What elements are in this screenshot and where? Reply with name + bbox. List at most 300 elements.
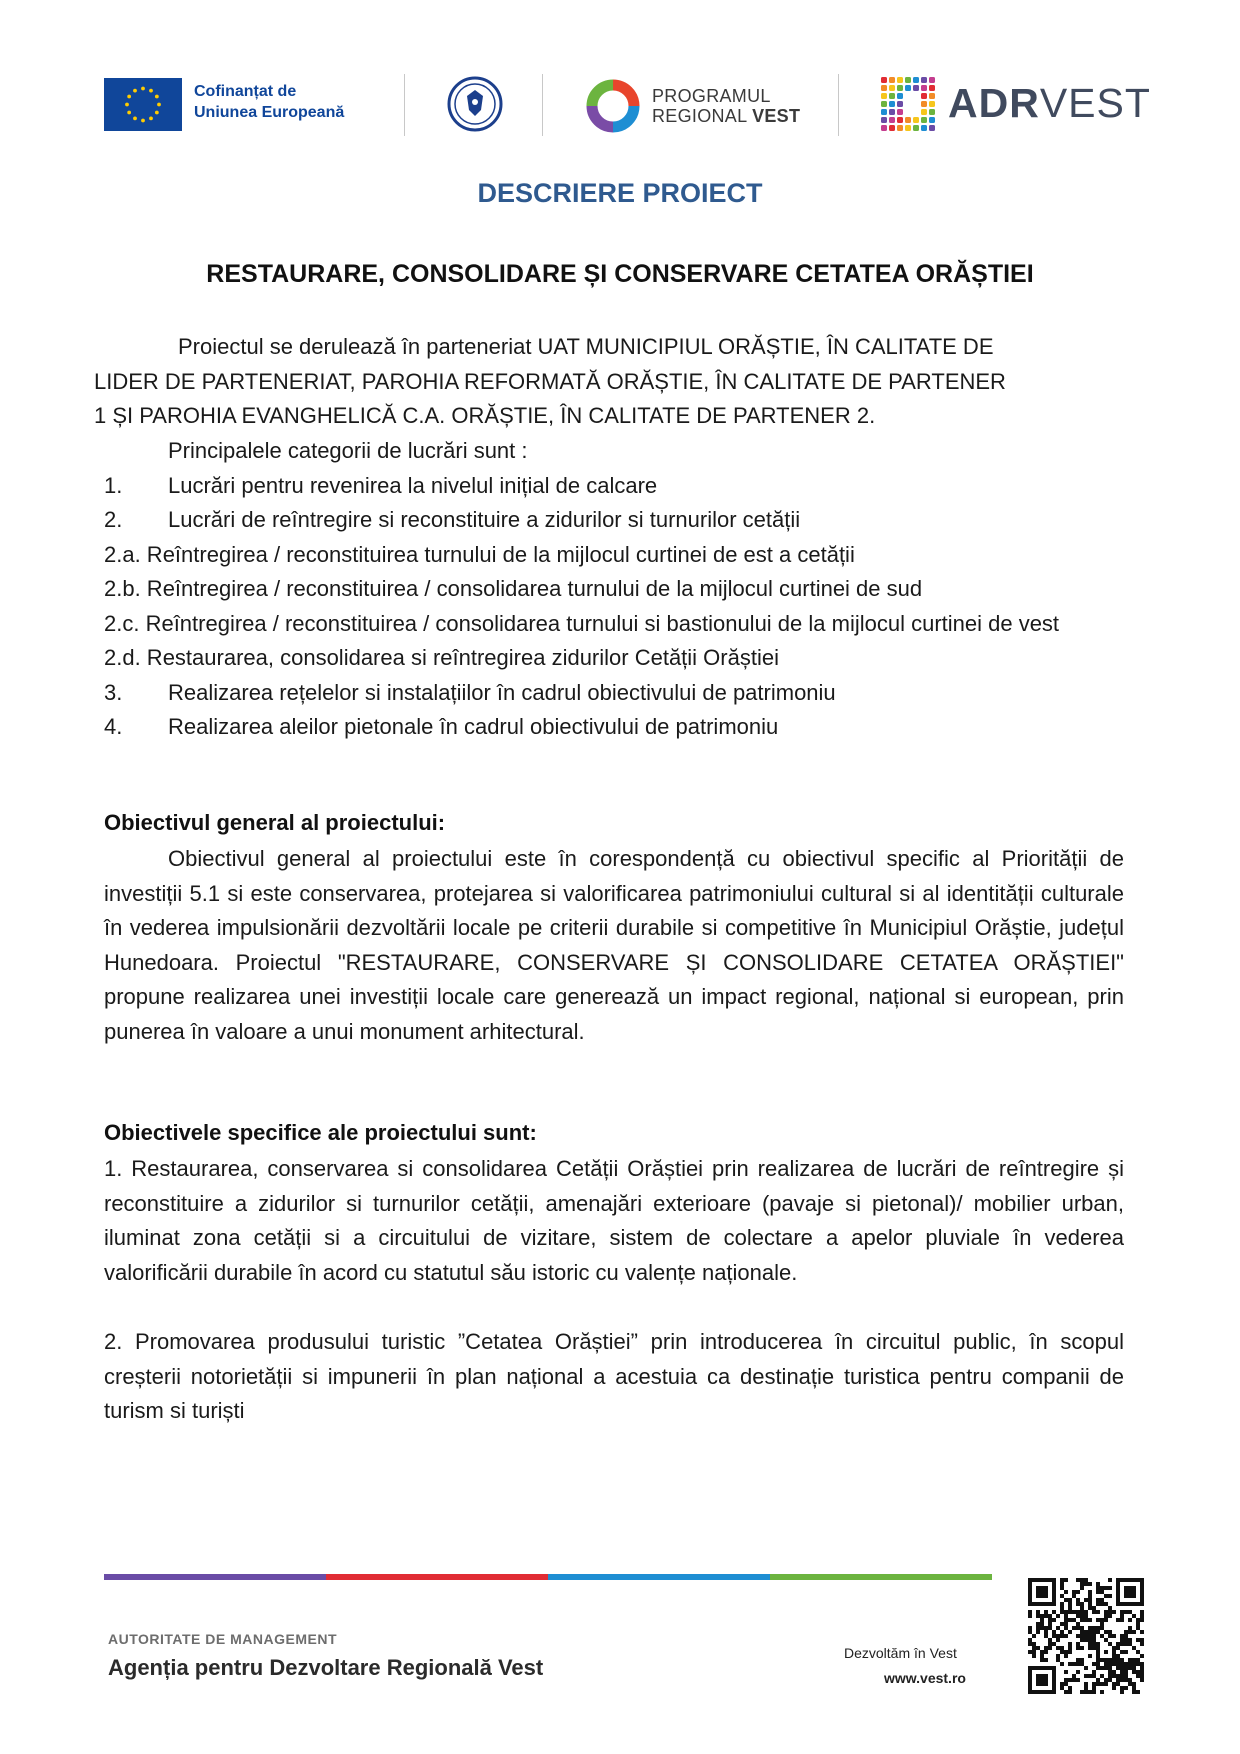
qr-module bbox=[1104, 1666, 1108, 1670]
adr-dot bbox=[881, 117, 887, 123]
programul-regional-vest-label bbox=[652, 86, 800, 126]
adr-dot bbox=[889, 77, 895, 83]
qr-module bbox=[1108, 1634, 1112, 1638]
qr-module bbox=[1108, 1666, 1112, 1670]
intro-line-2: LIDER DE PARTENERIAT, PAROHIA REFORMATĂ ORĂȘTIE, ÎN CALITATE DE PARTENER bbox=[94, 368, 1006, 394]
qr-module bbox=[1056, 1646, 1060, 1650]
website-link[interactable]: www.vest.ro bbox=[884, 1670, 966, 1686]
qr-module bbox=[1080, 1634, 1084, 1638]
qr-module bbox=[1088, 1674, 1092, 1678]
qr-module bbox=[1112, 1662, 1116, 1666]
qr-module bbox=[1076, 1598, 1080, 1602]
eu-star bbox=[155, 111, 159, 115]
qr-module bbox=[1096, 1642, 1100, 1646]
qr-module bbox=[1124, 1586, 1136, 1598]
qr-module bbox=[1064, 1682, 1068, 1686]
qr-module bbox=[1112, 1674, 1116, 1678]
qr-module bbox=[1100, 1658, 1104, 1662]
eu-cofinance-label bbox=[194, 81, 344, 123]
qr-module bbox=[1088, 1598, 1092, 1602]
qr-module bbox=[1056, 1654, 1060, 1658]
qr-module bbox=[1084, 1582, 1088, 1586]
qr-module bbox=[1100, 1618, 1104, 1622]
qr-module bbox=[1068, 1642, 1072, 1646]
qr-module bbox=[1076, 1590, 1080, 1594]
qr-module bbox=[1120, 1614, 1124, 1618]
qr-module bbox=[1140, 1630, 1144, 1634]
general-objective-heading: Obiectivul general al proiectului: bbox=[104, 810, 446, 835]
qr-module bbox=[1128, 1662, 1132, 1666]
qr-module bbox=[1116, 1682, 1120, 1686]
qr-module bbox=[1092, 1670, 1096, 1674]
qr-module bbox=[1064, 1678, 1068, 1682]
adr-dot bbox=[929, 85, 935, 91]
qr-module bbox=[1080, 1614, 1084, 1618]
qr-module bbox=[1104, 1610, 1108, 1614]
qr-module bbox=[1036, 1674, 1048, 1686]
qr-module bbox=[1104, 1602, 1108, 1606]
qr-module bbox=[1052, 1666, 1056, 1694]
qr-module bbox=[1080, 1690, 1084, 1694]
adr-dot bbox=[897, 93, 903, 99]
qr-module bbox=[1068, 1598, 1072, 1602]
qr-module bbox=[1068, 1630, 1072, 1634]
qr-module bbox=[1068, 1602, 1072, 1606]
qr-module bbox=[1056, 1638, 1060, 1642]
qr-module bbox=[1100, 1674, 1104, 1678]
eu-star bbox=[133, 89, 137, 93]
qr-module bbox=[1084, 1682, 1088, 1686]
qr-module bbox=[1140, 1614, 1144, 1618]
qr-module bbox=[1104, 1658, 1108, 1662]
qr-module bbox=[1124, 1674, 1128, 1678]
qr-module bbox=[1060, 1646, 1064, 1650]
adr-dot bbox=[881, 125, 887, 131]
qr-module bbox=[1092, 1674, 1096, 1678]
qr-module bbox=[1112, 1682, 1116, 1686]
qr-module bbox=[1080, 1618, 1084, 1622]
qr-module bbox=[1028, 1610, 1032, 1614]
adr-dot bbox=[897, 125, 903, 131]
qr-module bbox=[1100, 1622, 1104, 1626]
qr-module bbox=[1096, 1582, 1100, 1586]
qr-module bbox=[1040, 1618, 1044, 1622]
qr-module bbox=[1120, 1618, 1124, 1622]
qr-module bbox=[1048, 1646, 1052, 1650]
divider bbox=[404, 74, 405, 136]
qr-module bbox=[1124, 1634, 1128, 1638]
qr-module bbox=[1112, 1670, 1116, 1674]
qr-module bbox=[1028, 1630, 1032, 1634]
qr-module bbox=[1116, 1674, 1120, 1678]
qr-module bbox=[1060, 1634, 1064, 1638]
qr-module bbox=[1060, 1578, 1064, 1582]
adr-dot bbox=[913, 117, 919, 123]
qr-module bbox=[1068, 1686, 1072, 1690]
qr-module bbox=[1092, 1610, 1096, 1614]
adr-dot bbox=[929, 125, 935, 131]
intro-paragraph bbox=[94, 330, 1124, 434]
qr-module bbox=[1104, 1618, 1108, 1622]
list-item: 2.a. Reîntregirea / reconstituirea turnului de la mijlocul curtinei de est a cetății bbox=[104, 541, 855, 567]
qr-module bbox=[1120, 1658, 1124, 1662]
qr-module bbox=[1132, 1666, 1136, 1670]
qr-module bbox=[1140, 1670, 1144, 1674]
qr-module bbox=[1044, 1626, 1048, 1630]
qr-module bbox=[1128, 1630, 1132, 1634]
qr-module bbox=[1108, 1606, 1112, 1610]
qr-module bbox=[1088, 1618, 1092, 1622]
qr-module bbox=[1132, 1682, 1136, 1686]
qr-module bbox=[1128, 1626, 1132, 1630]
list-item: 4. Realizarea aleilor pietonale în cadrul obiectivului de patrimoniu bbox=[104, 714, 779, 739]
qr-module bbox=[1084, 1618, 1088, 1622]
qr-module bbox=[1032, 1642, 1036, 1646]
qr-module bbox=[1088, 1590, 1092, 1594]
qr-module bbox=[1064, 1578, 1068, 1582]
qr-module bbox=[1040, 1654, 1044, 1658]
qr-module bbox=[1136, 1650, 1140, 1654]
qr-module bbox=[1132, 1686, 1136, 1690]
qr-module bbox=[1044, 1630, 1048, 1634]
qr-module bbox=[1072, 1662, 1076, 1666]
qr-module bbox=[1060, 1610, 1064, 1614]
qr-module bbox=[1032, 1654, 1036, 1658]
adr-dot bbox=[905, 85, 911, 91]
qr-module bbox=[1064, 1634, 1068, 1638]
qr-module bbox=[1080, 1602, 1084, 1606]
adr-dot bbox=[905, 77, 911, 83]
qr-module bbox=[1036, 1626, 1040, 1630]
qr-module bbox=[1080, 1638, 1084, 1642]
eu-flag-icon bbox=[104, 78, 182, 131]
qr-module bbox=[1088, 1642, 1092, 1646]
programul-regional-vest-logo-icon bbox=[584, 77, 642, 135]
qr-module bbox=[1044, 1646, 1048, 1650]
qr-module bbox=[1032, 1650, 1036, 1654]
qr-module bbox=[1044, 1658, 1048, 1662]
qr-module bbox=[1076, 1642, 1080, 1646]
adr-dot bbox=[881, 85, 887, 91]
qr-module bbox=[1028, 1578, 1032, 1606]
eu-star bbox=[127, 111, 131, 115]
qr-module bbox=[1060, 1682, 1064, 1686]
qr-module bbox=[1080, 1582, 1084, 1586]
adr-dot bbox=[889, 93, 895, 99]
works-list bbox=[104, 434, 1124, 745]
qr-module bbox=[1052, 1610, 1056, 1614]
adr-dot bbox=[889, 101, 895, 107]
qr-module bbox=[1120, 1678, 1124, 1682]
qr-module bbox=[1128, 1678, 1132, 1682]
qr-module bbox=[1060, 1630, 1064, 1634]
qr-module bbox=[1064, 1626, 1068, 1630]
qr-module bbox=[1100, 1682, 1104, 1686]
qr-module bbox=[1040, 1658, 1044, 1662]
qr-module bbox=[1100, 1626, 1104, 1630]
qr-module bbox=[1056, 1634, 1060, 1638]
qr-module bbox=[1068, 1690, 1072, 1694]
qr-module bbox=[1088, 1634, 1092, 1638]
qr-module bbox=[1112, 1610, 1116, 1614]
qr-module bbox=[1084, 1630, 1088, 1634]
qr-module bbox=[1132, 1646, 1136, 1650]
qr-module bbox=[1040, 1650, 1044, 1654]
qr-module bbox=[1088, 1626, 1092, 1630]
qr-module bbox=[1108, 1642, 1112, 1646]
qr-module bbox=[1048, 1622, 1052, 1626]
bar-segment bbox=[770, 1574, 992, 1580]
qr-module bbox=[1100, 1602, 1104, 1606]
qr-module bbox=[1064, 1690, 1068, 1694]
qr-module bbox=[1116, 1666, 1120, 1670]
qr-module bbox=[1108, 1594, 1112, 1598]
qr-module bbox=[1120, 1666, 1124, 1670]
qr-module bbox=[1140, 1666, 1144, 1670]
qr-module bbox=[1120, 1610, 1124, 1614]
qr-module bbox=[1108, 1578, 1112, 1582]
list-item: 3. Realizarea rețelelor si instalațiilor în cadrul obiectivului de patrimoniu bbox=[104, 679, 836, 705]
qr-module bbox=[1072, 1594, 1076, 1598]
qr-module bbox=[1136, 1622, 1140, 1626]
qr-module bbox=[1140, 1610, 1144, 1614]
qr-module bbox=[1116, 1602, 1144, 1606]
qr-module bbox=[1136, 1626, 1140, 1630]
qr-module bbox=[1140, 1654, 1144, 1658]
qr-module bbox=[1088, 1690, 1092, 1694]
qr-module bbox=[1116, 1662, 1120, 1666]
qr-module bbox=[1040, 1622, 1044, 1626]
qr-module bbox=[1068, 1610, 1072, 1614]
qr-module bbox=[1108, 1662, 1112, 1666]
qr-module bbox=[1112, 1654, 1116, 1658]
qr-module bbox=[1092, 1662, 1096, 1666]
qr-module bbox=[1136, 1618, 1140, 1622]
qr-module bbox=[1076, 1646, 1080, 1650]
qr-module bbox=[1100, 1590, 1104, 1594]
qr-module bbox=[1128, 1658, 1132, 1662]
adr-bold: ADR bbox=[948, 80, 1040, 126]
adr-dot bbox=[897, 117, 903, 123]
qr-module bbox=[1068, 1650, 1072, 1654]
adr-dot bbox=[921, 93, 927, 99]
qr-module bbox=[1092, 1690, 1096, 1694]
eu-star bbox=[157, 103, 161, 107]
qr-module bbox=[1120, 1634, 1124, 1638]
qr-module bbox=[1128, 1618, 1132, 1622]
qr-module bbox=[1092, 1638, 1096, 1642]
qr-module bbox=[1068, 1606, 1072, 1610]
qr-module bbox=[1140, 1618, 1144, 1622]
qr-module bbox=[1060, 1662, 1064, 1666]
qr-module bbox=[1096, 1610, 1100, 1614]
qr-module bbox=[1080, 1610, 1084, 1614]
qr-module bbox=[1028, 1578, 1056, 1582]
qr-module bbox=[1028, 1602, 1056, 1606]
slogan: Dezvoltăm în Vest bbox=[844, 1645, 957, 1661]
qr-module bbox=[1128, 1610, 1132, 1614]
qr-module bbox=[1044, 1634, 1048, 1638]
qr-module bbox=[1060, 1686, 1064, 1690]
qr-module bbox=[1104, 1682, 1108, 1686]
general-objective-paragraph bbox=[104, 842, 1124, 1049]
qr-module bbox=[1036, 1610, 1040, 1614]
qr-module bbox=[1088, 1602, 1092, 1606]
qr-module bbox=[1080, 1662, 1084, 1666]
qr-module bbox=[1068, 1618, 1072, 1622]
qr-module bbox=[1044, 1650, 1048, 1654]
qr-module bbox=[1092, 1606, 1096, 1610]
qr-module bbox=[1096, 1630, 1100, 1634]
qr-module bbox=[1080, 1630, 1084, 1634]
qr-module bbox=[1088, 1594, 1092, 1598]
qr-module bbox=[1052, 1630, 1056, 1634]
qr-module bbox=[1080, 1646, 1084, 1650]
qr-module bbox=[1108, 1674, 1112, 1678]
qr-module bbox=[1060, 1650, 1064, 1654]
qr-module bbox=[1116, 1578, 1144, 1582]
qr-module bbox=[1072, 1678, 1076, 1682]
adr-dot bbox=[929, 101, 935, 107]
qr-module bbox=[1048, 1642, 1052, 1646]
qr-module bbox=[1080, 1586, 1084, 1590]
qr-module bbox=[1096, 1602, 1100, 1606]
qr-module bbox=[1080, 1658, 1084, 1662]
qr-module bbox=[1052, 1634, 1056, 1638]
qr-module bbox=[1124, 1666, 1128, 1670]
qr-module bbox=[1128, 1666, 1132, 1670]
adr-dot bbox=[921, 101, 927, 107]
qr-module bbox=[1036, 1614, 1040, 1618]
qr-module bbox=[1044, 1610, 1048, 1614]
qr-module bbox=[1104, 1630, 1108, 1634]
qr-module bbox=[1100, 1690, 1104, 1694]
qr-module bbox=[1072, 1674, 1076, 1678]
qr-module bbox=[1088, 1582, 1092, 1586]
qr-module bbox=[1116, 1658, 1120, 1662]
adr-dot bbox=[881, 93, 887, 99]
qr-module bbox=[1104, 1614, 1108, 1618]
qr-module bbox=[1136, 1690, 1140, 1694]
adr-dot bbox=[929, 117, 935, 123]
prv-line-2a: REGIONAL bbox=[652, 106, 753, 126]
qr-module bbox=[1112, 1658, 1116, 1662]
qr-module bbox=[1112, 1650, 1116, 1654]
qr-module bbox=[1040, 1626, 1044, 1630]
qr-module bbox=[1072, 1618, 1076, 1622]
qr-module bbox=[1064, 1654, 1068, 1658]
qr-module bbox=[1088, 1646, 1092, 1650]
qr-module bbox=[1096, 1682, 1100, 1686]
qr-module bbox=[1120, 1662, 1124, 1666]
adr-dot bbox=[921, 125, 927, 131]
qr-module bbox=[1060, 1602, 1064, 1606]
qr-module bbox=[1040, 1614, 1044, 1618]
qr-module bbox=[1028, 1666, 1056, 1670]
qr-module bbox=[1032, 1634, 1036, 1638]
adr-dot bbox=[889, 125, 895, 131]
qr-module bbox=[1108, 1586, 1112, 1590]
adr-dot bbox=[921, 117, 927, 123]
qr-module bbox=[1076, 1634, 1080, 1638]
qr-module bbox=[1080, 1578, 1084, 1582]
qr-module bbox=[1072, 1610, 1076, 1614]
divider bbox=[838, 74, 839, 136]
qr-module bbox=[1056, 1626, 1060, 1630]
agency-name: Agenția pentru Dezvoltare Regională Vest bbox=[108, 1655, 544, 1680]
qr-module bbox=[1096, 1678, 1100, 1682]
adr-dot bbox=[889, 85, 895, 91]
qr-module bbox=[1112, 1646, 1116, 1650]
qr-module bbox=[1028, 1642, 1032, 1646]
qr-module bbox=[1060, 1586, 1064, 1590]
adr-thin: VEST bbox=[1039, 80, 1151, 126]
qr-module bbox=[1104, 1650, 1108, 1654]
qr-module bbox=[1136, 1658, 1140, 1662]
qr-module bbox=[1048, 1638, 1052, 1642]
divider bbox=[542, 74, 543, 136]
eu-line-1: Cofinanțat de bbox=[194, 83, 297, 100]
qr-module bbox=[1132, 1630, 1136, 1634]
qr-module bbox=[1136, 1662, 1140, 1666]
qr-module bbox=[1092, 1686, 1096, 1690]
intro-line-3: 1 ȘI PAROHIA EVANGHELICĂ C.A. ORĂȘTIE, ÎN CALITATE DE PARTENER 2. bbox=[94, 403, 876, 428]
qr-module bbox=[1092, 1682, 1096, 1686]
qr-module bbox=[1064, 1598, 1068, 1602]
qr-module bbox=[1108, 1630, 1112, 1634]
list-item: 2.b. Reîntregirea / reconstituirea / consolidarea turnului de la mijlocul curtinei de sud bbox=[104, 576, 923, 601]
qr-module bbox=[1084, 1638, 1088, 1642]
qr-module bbox=[1096, 1598, 1100, 1602]
adr-dot bbox=[897, 101, 903, 107]
qr-module bbox=[1060, 1594, 1064, 1598]
qr-module bbox=[1124, 1642, 1128, 1646]
prv-line-1: PROGRAMUL bbox=[652, 86, 771, 106]
adr-dot bbox=[929, 77, 935, 83]
qr-module bbox=[1052, 1578, 1056, 1606]
specific-objective-1: 1. Restaurarea, conservarea si consolidarea Cetății Orăștiei prin realizarea de lucrări de reîntregire și reconstituire a zidurilor si turnurilor cetății, amenajări exterioare (pavaje si pietonal)/ mobilier urban, iluminat zona cetății si a circuitului de vizitare, sistem de colectare a apelor pluviale în vederea valorificării durabile în acord cu statutul său istoric cu valențe naționale. bbox=[104, 1156, 1124, 1285]
qr-module bbox=[1096, 1666, 1100, 1670]
specific-objectives-heading: Obiectivele specifice ale proiectului sunt: bbox=[104, 1120, 537, 1145]
qr-module bbox=[1124, 1678, 1128, 1682]
eu-line-2: Uniunea Europeană bbox=[194, 104, 345, 121]
qr-module bbox=[1120, 1650, 1124, 1654]
qr-module bbox=[1068, 1646, 1072, 1650]
qr-module bbox=[1100, 1598, 1104, 1602]
qr-module bbox=[1140, 1662, 1144, 1666]
qr-module bbox=[1116, 1678, 1120, 1682]
qr-module bbox=[1048, 1618, 1052, 1622]
adr-dot bbox=[889, 117, 895, 123]
qr-module bbox=[1120, 1674, 1124, 1678]
adr-dot bbox=[897, 109, 903, 115]
qr-module bbox=[1108, 1614, 1112, 1618]
eu-star bbox=[125, 103, 129, 107]
qr-module bbox=[1084, 1578, 1088, 1582]
qr-module bbox=[1076, 1614, 1080, 1618]
qr-module bbox=[1028, 1666, 1032, 1694]
qr-module bbox=[1096, 1618, 1100, 1622]
adr-dot bbox=[897, 85, 903, 91]
qr-code-icon[interactable] bbox=[1028, 1578, 1144, 1694]
qr-module bbox=[1136, 1670, 1140, 1674]
adr-dot bbox=[921, 85, 927, 91]
qr-module bbox=[1136, 1674, 1140, 1678]
qr-module bbox=[1100, 1666, 1104, 1670]
eu-star bbox=[149, 89, 153, 93]
qr-module bbox=[1060, 1606, 1064, 1610]
project-title: RESTAURARE, CONSOLIDARE ȘI CONSERVARE CETATEA ORĂȘTIEI bbox=[206, 260, 1034, 288]
